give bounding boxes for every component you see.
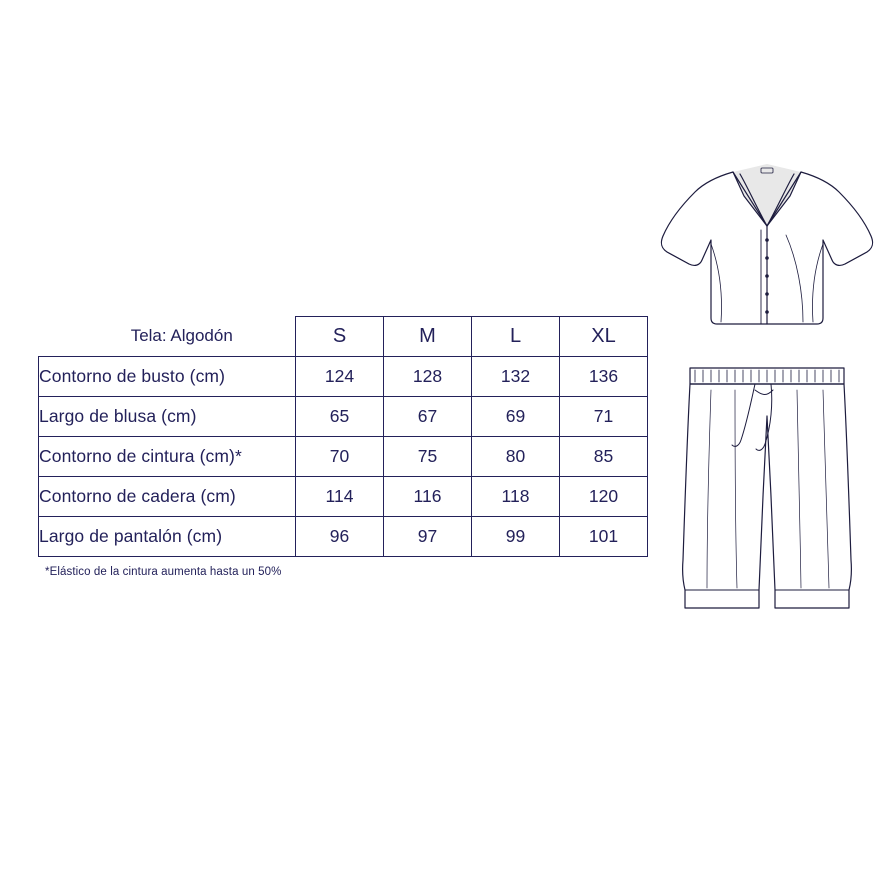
table-row — [39, 477, 648, 517]
cell-cintura-m: 75 — [384, 437, 472, 477]
size-chart — [38, 316, 648, 557]
cell-largo-pantalon-m: 97 — [384, 517, 472, 557]
cell-largo-pantalon-l: 99 — [472, 517, 560, 557]
cell-cadera-xl: 120 — [560, 477, 648, 517]
drawstring-left — [732, 384, 755, 446]
column-header-s: S — [296, 317, 384, 357]
cell-cadera-m: 116 — [384, 477, 472, 517]
cell-busto-xl: 136 — [560, 357, 648, 397]
cell-cadera-s: 114 — [296, 477, 384, 517]
cell-largo-blusa-xl: 71 — [560, 397, 648, 437]
cell-cadera-l: 118 — [472, 477, 560, 517]
column-header-m: M — [384, 317, 472, 357]
fabric-label: Tela: Algodón — [130, 326, 233, 346]
size-table — [38, 316, 648, 557]
cell-largo-blusa-l: 69 — [472, 397, 560, 437]
button-3 — [765, 274, 769, 278]
cell-largo-pantalon-s: 96 — [296, 517, 384, 557]
row-label-largo-pantalon: Largo de pantalón (cm) — [39, 517, 296, 557]
fold-right — [812, 244, 823, 322]
elastic-footnote: *Elástico de la cintura aumenta hasta un 50% — [45, 566, 282, 578]
pants-illustration — [683, 368, 852, 608]
row-label-largo-blusa: Largo de blusa (cm) — [39, 397, 296, 437]
button-2 — [765, 256, 769, 260]
blouse-illustration — [661, 164, 872, 324]
table-row — [39, 397, 648, 437]
sleeve-hem-left — [667, 252, 689, 264]
row-label-busto: Contorno de busto (cm) — [39, 357, 296, 397]
leg-fold-right — [797, 390, 801, 588]
table-row — [39, 437, 648, 477]
column-header-l: L — [472, 317, 560, 357]
row-label-cadera: Contorno de cadera (cm) — [39, 477, 296, 517]
button-5 — [765, 310, 769, 314]
table-row — [39, 357, 648, 397]
garment-illustration — [655, 140, 880, 650]
cell-largo-blusa-m: 67 — [384, 397, 472, 437]
table-row — [39, 517, 648, 557]
cell-largo-blusa-s: 65 — [296, 397, 384, 437]
size-table-body — [39, 317, 648, 557]
cell-cintura-s: 70 — [296, 437, 384, 477]
fold-right-inner — [786, 235, 803, 322]
waistband-texture — [695, 370, 839, 382]
button-4 — [765, 292, 769, 296]
cell-cintura-l: 80 — [472, 437, 560, 477]
button-1 — [765, 238, 769, 242]
sleeve-hem-right — [845, 252, 867, 264]
cell-cintura-xl: 85 — [560, 437, 648, 477]
row-label-cintura: Contorno de cintura (cm)* — [39, 437, 296, 477]
drawstring-knot — [755, 390, 773, 395]
column-header-xl: XL — [560, 317, 648, 357]
cell-largo-pantalon-xl: 101 — [560, 517, 648, 557]
leg-fold-left — [707, 390, 711, 588]
cell-busto-l: 132 — [472, 357, 560, 397]
fold-left — [711, 244, 722, 322]
leg-fold-left-2 — [735, 390, 737, 588]
table-header-row — [39, 317, 648, 357]
cell-busto-s: 124 — [296, 357, 384, 397]
leg-fold-right-2 — [823, 390, 829, 588]
cell-busto-m: 128 — [384, 357, 472, 397]
